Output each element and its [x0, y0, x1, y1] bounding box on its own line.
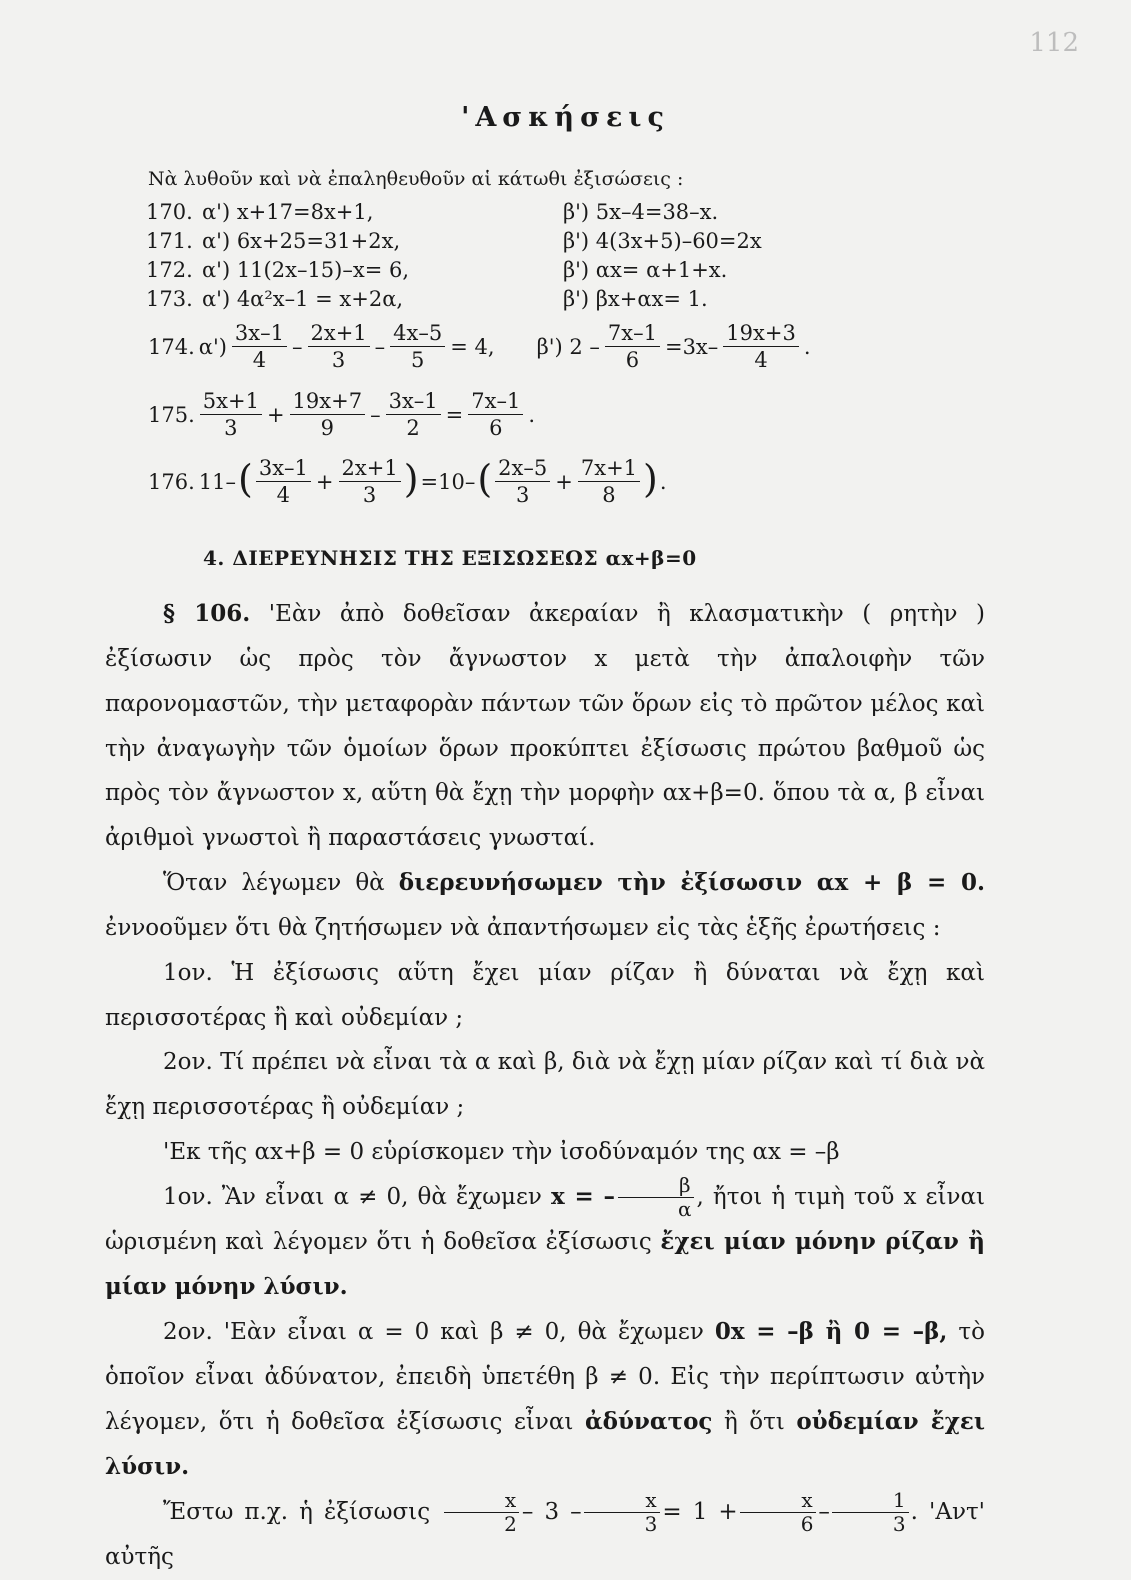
paragraph: 'Εκ τῆς αx+β = 0 εὑρίσκομεν τὴν ἰσοδύναμόν της αx = –β	[163, 1139, 840, 1166]
numerator: 2x+1	[339, 457, 401, 482]
numerator: 2x+1	[308, 322, 370, 347]
fraction	[723, 322, 799, 371]
denominator: 2	[406, 416, 420, 441]
exercise-175	[146, 390, 537, 439]
denominator: 3	[224, 416, 238, 441]
fraction	[339, 457, 401, 506]
exercise-part-b: β') αx= α+1+x.	[563, 258, 728, 282]
operator: +	[315, 469, 334, 494]
denominator: 8	[602, 483, 616, 508]
example	[105, 1490, 985, 1580]
numerator: 3x–1	[386, 390, 441, 415]
operator: +	[266, 402, 285, 427]
punctuation: .	[803, 334, 811, 359]
denominator: 6	[489, 416, 503, 441]
left-paren: (	[238, 456, 253, 501]
fraction	[232, 322, 287, 371]
operator: = 1 +	[662, 1498, 738, 1525]
exercise-172	[146, 258, 826, 286]
exercise-173	[146, 287, 826, 315]
denominator: 3	[331, 348, 346, 373]
bold-text: διερευνήσωμεν τὴν ἐξίσωσιν αx + β = 0.	[398, 869, 985, 897]
numerator: x	[740, 1490, 815, 1513]
exercise-part-a: α') 4α²x–1 = x+2α,	[202, 287, 404, 311]
paragraph-text: Ὅταν λέγωμεν θὰ	[163, 870, 385, 897]
numerator: 3x–1	[256, 457, 311, 482]
fraction	[584, 1490, 661, 1535]
part-b-label: β') 2 –	[536, 334, 600, 359]
exercise-part-b: β') 4(3x+5)–60=2x	[563, 229, 762, 253]
denominator: α	[678, 1197, 692, 1222]
exercise-170	[146, 200, 826, 228]
fraction	[200, 390, 262, 439]
fraction	[740, 1490, 817, 1535]
numerator: 19x+7	[290, 390, 366, 415]
operator: =10–	[420, 469, 476, 494]
paragraph-text: , ἤτοι ἡ τιμὴ τοῦ x εἶναι ὡρισμένη καὶ λέγομεν ὅτι ἡ δοθεῖσα ἐξίσωσις	[105, 1183, 985, 1256]
bold-text: 0x = –β ἢ 0 = –β,	[714, 1318, 948, 1346]
exercise-part-a: α') 11(2x–15)–x= 6,	[202, 258, 410, 282]
numerator: 3x–1	[232, 322, 287, 347]
fraction	[495, 457, 550, 506]
numerator: 7x–1	[605, 322, 660, 347]
operator: –	[370, 402, 381, 427]
denominator: 2	[504, 1512, 517, 1537]
question-1: 1ον. Ἡ ἐξίσωσις αὕτη ἔχει μίαν ρίζαν ἢ δύναται νὰ ἔχῃ καὶ περισσοτέρας ἢ καὶ οὐδεμίαν ;	[105, 959, 985, 1031]
page-number: 112	[1029, 28, 1079, 58]
fraction	[386, 390, 441, 439]
paragraph-text: . 'Αντ' αὐτῆς	[105, 1498, 985, 1571]
denominator: 3	[644, 1512, 658, 1537]
exercise-part-a: α') 6x+25=31+2x,	[202, 229, 401, 253]
denominator: 6	[625, 348, 640, 373]
right-hand-side: = 4,	[450, 334, 495, 359]
exercise-number: 175.	[148, 402, 195, 427]
numerator: 2x–5	[495, 457, 550, 482]
paragraph-text: ἐννοοῦμεν ὅτι θὰ ζητήσωμεν νὰ ἀπαντήσωμεν εἰς τὰς ἑξῆς ἐρωτήσεις :	[105, 914, 941, 941]
numerator: 19x+3	[723, 322, 799, 347]
exercise-number: 170.	[146, 200, 193, 224]
paragraph	[105, 861, 985, 951]
fraction	[578, 457, 640, 506]
operator: –	[292, 334, 303, 359]
punctuation: .	[659, 469, 667, 494]
numerator: 7x+1	[578, 457, 640, 482]
body-text	[105, 592, 985, 1580]
numerator: 5x+1	[200, 390, 262, 415]
case-2	[105, 1310, 985, 1489]
numerator: 4x–5	[390, 322, 445, 347]
numerator: 1	[832, 1490, 909, 1513]
fraction	[256, 457, 311, 506]
paragraph-text: ἢ ὅτι	[723, 1408, 785, 1435]
exercise-number: 176.	[148, 469, 195, 494]
right-paren: )	[403, 456, 419, 501]
exercises-title: 'Ασκήσεις	[461, 102, 670, 133]
paragraph-text: 2ον. 'Εὰν εἶναι α = 0 καὶ β ≠ 0, θὰ ἔχωμεν	[163, 1319, 704, 1346]
fraction	[617, 1175, 695, 1220]
bold-text: οὐδεμίαν ἔχει λύσιν.	[105, 1407, 986, 1480]
punctuation: .	[528, 402, 536, 427]
exercise-176	[146, 457, 669, 506]
denominator: 4	[276, 483, 291, 508]
exercise-number: 172.	[146, 258, 193, 282]
exercise-174	[146, 322, 813, 371]
section-number: § 106.	[163, 600, 251, 627]
paragraph-text: 'Εὰν ἀπὸ δοθεῖσαν ἀκεραίαν ἢ κλασματικὴν ( ρητὴν ) ἐξίσωσιν ὡς πρὸς τὸν ἄγνωστον x μετὰ τὴν ἀπαλοιφὴν τῶν παρονομαστῶν, τὴν μεταφορὰν πάντων τῶν ὅρων εἰς τὸ πρῶτον μέλος καὶ τὴν ἀναγωγὴν τῶν ὁμοίων ὅρων προκύπτει ἐξίσωσις πρώτου βαθμοῦ ὡς πρὸς τὸν ἄγνωστον x, αὕτη θὰ ἔχῃ τὴν μορφὴν αx+β=0. ὅπου τὰ α, β εἶναι ἀριθμοὶ γνωστοὶ ἢ παραστάσεις γνωσταί.	[105, 601, 985, 852]
fraction	[308, 322, 370, 371]
denominator: 3	[892, 1512, 906, 1537]
denominator: 3	[362, 483, 377, 508]
exercise-171	[146, 229, 826, 257]
paragraph-text: τὸ ὁποῖον εἶναι ἀδύνατον, ἐπειδὴ ὑπετέθη β ≠ 0. Εἰς τὴν περίπτωσιν αὐτὴν λέγομεν, ὅτι ἡ δοθεῖσα ἐξίσωσις εἶναι	[105, 1319, 985, 1435]
instruction-text: Νὰ λυθοῦν καὶ νὰ ἐπαληθευθοῦν αἱ κάτωθι ἐξισώσεις :	[148, 168, 684, 190]
numerator: x	[444, 1490, 519, 1513]
bold-text: ἀδύνατος	[584, 1407, 713, 1435]
exercise-part-b: β') 5x–4=38–x.	[563, 200, 719, 224]
operator: –	[818, 1498, 830, 1525]
fraction	[390, 322, 445, 371]
fraction	[290, 390, 366, 439]
exercise-part-b: β') βx+αx= 1.	[563, 287, 708, 311]
exercise-number: 171.	[146, 229, 193, 253]
denominator: 4	[754, 348, 768, 373]
denominator: 5	[411, 348, 425, 373]
paragraph	[105, 592, 985, 861]
paragraph-text: 1ον. Ἂν εἶναι α ≠ 0, θὰ ἔχωμεν	[163, 1183, 542, 1210]
fraction	[832, 1490, 909, 1535]
left-paren: (	[477, 456, 493, 501]
denominator: 3	[516, 483, 530, 508]
case-1	[105, 1175, 985, 1310]
fraction	[605, 322, 660, 371]
bold-text: ἔχει μίαν μόνην ρίζαν ἢ μίαν μόνην λύσιν.	[105, 1228, 985, 1301]
exercise-part-a: α') x+17=8x+1,	[202, 200, 374, 224]
question-2: 2ον. Τί πρέπει νὰ εἶναι τὰ α καὶ β, διὰ νὰ ἔχῃ μίαν ρίζαν καὶ τί διὰ νὰ ἔχῃ περισσοτέρας ἢ οὐδεμίαν ;	[105, 1049, 985, 1121]
operator: –	[374, 334, 386, 359]
operator: =	[445, 402, 464, 427]
paragraph-text: Ἔστω π.χ. ἡ ἐξίσωσις	[163, 1498, 431, 1525]
denominator: 6	[800, 1512, 814, 1537]
exercise-number: 174.	[148, 334, 195, 359]
numerator: x	[584, 1490, 659, 1513]
right-paren: )	[643, 456, 658, 501]
denominator: 9	[320, 416, 334, 441]
fraction	[468, 390, 523, 439]
numerator: β	[618, 1175, 694, 1198]
numerator: 7x–1	[468, 390, 523, 415]
operator: +	[555, 469, 573, 494]
exercise-number: 173.	[146, 287, 193, 311]
denominator: 4	[252, 348, 267, 373]
section-heading: 4. ΔΙΕΡΕΥΝΗΣΙΣ ΤΗΣ ΕΞΙΣΩΣΕΩΣ αx+β=0	[203, 546, 697, 570]
part-a-label: α')	[198, 334, 227, 359]
fraction	[443, 1490, 520, 1535]
operator: – 3 –	[521, 1498, 582, 1525]
operator: =3x–	[664, 334, 719, 359]
prefix: 11–	[198, 469, 236, 494]
formula: x = –	[550, 1182, 616, 1210]
